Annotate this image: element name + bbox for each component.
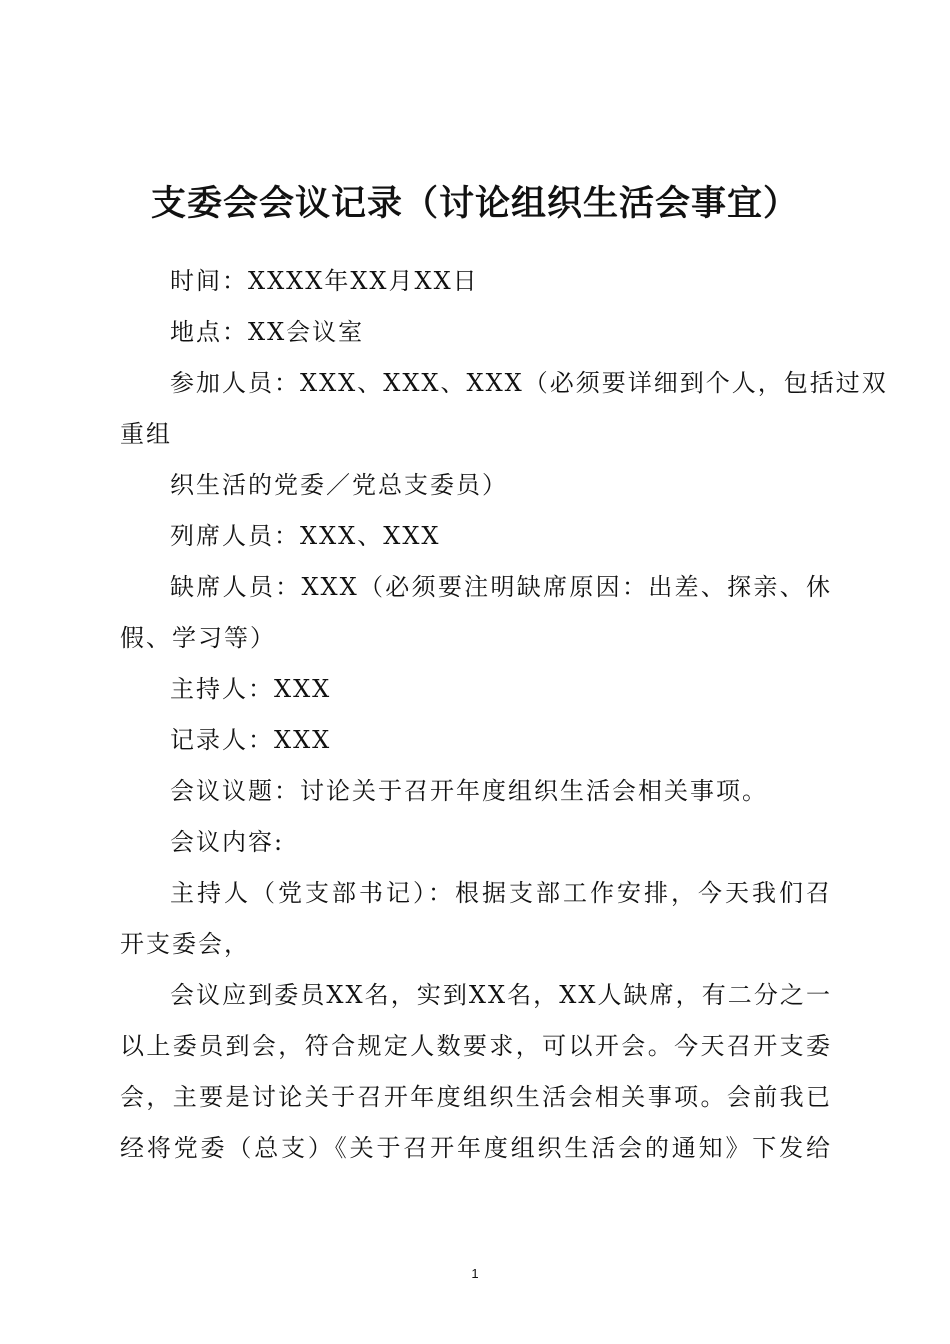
absentees-continuation: 假、学习等）	[120, 624, 276, 652]
recorder-line: 记录人：XXX	[170, 726, 332, 754]
document-title: 支委会会议记录（讨论组织生活会事宜）	[150, 184, 799, 224]
meeting-time: 时间：XXXX年XX月XX日	[170, 267, 479, 295]
attendees-note: 织生活的党委／党总支委员）	[170, 471, 508, 499]
paragraph-line: 以上委员到会，符合规定人数要求，可以开会。今天召开支委	[120, 1032, 832, 1060]
page-number: 1	[471, 1266, 479, 1281]
paragraph-line: 会议应到委员XX名，实到XX名，XX人缺席，有二分之一	[170, 981, 832, 1009]
absentees-line: 缺席人员：XXX（必须要注明缺席原因：出差、探亲、休	[170, 573, 832, 601]
paragraph-line: 经将党委（总支）《关于召开年度组织生活会的通知》下发给	[120, 1134, 832, 1162]
meeting-content-heading: 会议内容:	[170, 828, 285, 856]
attendees-line: 参加人员：XXX、XXX、XXX（必须要详细到个人，包括过双	[170, 369, 888, 397]
paragraph-line: 主持人（党支部书记）：根据支部工作安排，今天我们召	[170, 879, 832, 907]
meeting-topic: 会议议题：讨论关于召开年度组织生活会相关事项。	[170, 777, 768, 805]
attendees-continuation: 重组	[120, 420, 172, 448]
document-body	[120, 256, 888, 1174]
paragraph-line: 会，主要是讨论关于召开年度组织生活会相关事项。会前我已	[120, 1083, 832, 1111]
meeting-location: 地点：XX会议室	[170, 318, 365, 346]
paragraph-line: 开支委会，	[120, 930, 250, 958]
host-line: 主持人：XXX	[170, 675, 332, 703]
observers-line: 列席人员：XXX、XXX	[170, 522, 441, 550]
